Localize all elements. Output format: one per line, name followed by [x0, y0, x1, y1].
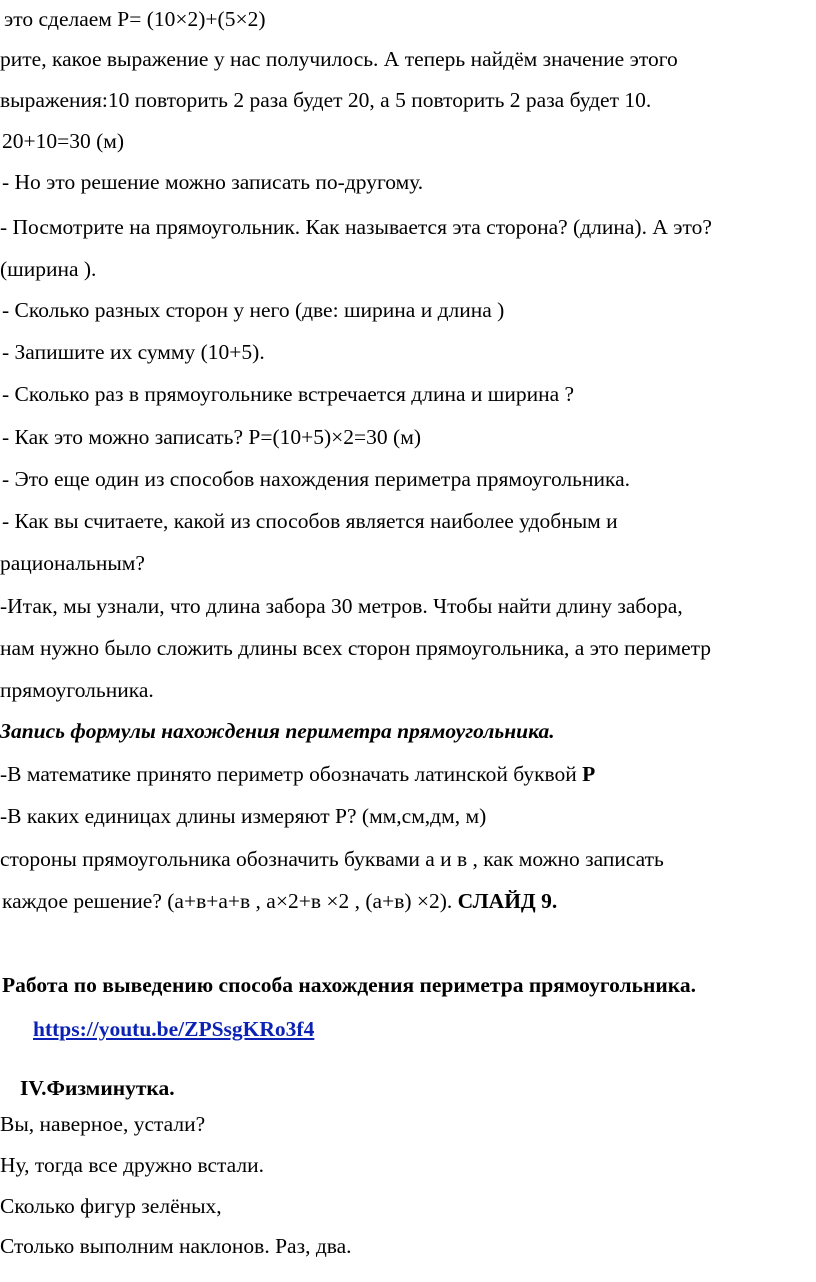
poem-line: Столько выполним наклонов. Раз, два.: [0, 1234, 352, 1258]
text-line: - Сколько разных сторон у него (две: ширина и длина ): [2, 298, 505, 322]
video-link[interactable]: https://youtu.be/ZPSsgKRo3f4: [33, 1017, 315, 1041]
slide-label: СЛАЙД 9.: [457, 889, 558, 913]
text-line: - Запишите их сумму (10+5).: [2, 340, 265, 364]
text-line: рациональным?: [0, 551, 145, 575]
sides-line: стороны прямоугольника обозначить буквами а и в , как можно записать: [0, 847, 664, 871]
poem-line: Ну, тогда все дружно встали.: [0, 1153, 265, 1177]
text-line: - Это еще один из способов нахождения периметра прямоугольника.: [2, 467, 631, 491]
poem-line: Сколько фигур зелёных,: [0, 1194, 222, 1218]
text-line: нам нужно было сложить длины всех сторон прямоугольника, а это периметр: [0, 636, 712, 660]
section-heading: IV.Физминутка.: [20, 1076, 175, 1100]
text-line: прямоугольника.: [0, 678, 154, 702]
work-heading: Работа по выведению способа нахождения периметра прямоугольника.: [2, 973, 696, 997]
units-line: -В каких единицах длины измеряют Р? (мм,см,дм, м): [0, 804, 487, 828]
text-line: (ширина ).: [0, 257, 97, 281]
text-line: - Сколько раз в прямоугольнике встречается длина и ширина ?: [2, 382, 575, 406]
text-line: - Как вы считаете, какой из способов является наиболее удобным и: [2, 509, 618, 533]
formula-heading: Запись формулы нахождения периметра прямоугольника.: [0, 719, 555, 743]
text-line: рите, какое выражение у нас получилось. А теперь найдём значение этого: [0, 47, 678, 71]
poem-line: Вы, наверное, устали?: [0, 1112, 206, 1136]
latin-letter-line: [0, 761, 595, 787]
latin-line-text: -В математике принято периметр обозначать латинской буквой: [0, 762, 583, 786]
solution-line: [2, 888, 557, 914]
text-line: - Но это решение можно записать по-другому.: [2, 170, 424, 194]
text-line: - Как это можно записать? Р=(10+5)×2=30 (м): [2, 425, 421, 449]
text-line: 20+10=30 (м): [2, 129, 125, 153]
perimeter-letter: Р: [582, 762, 596, 786]
solution-line-text: каждое решение? (а+в+а+в , а×2+в ×2 , (а+в) ×2).: [2, 889, 458, 913]
text-line: это сделаем Р= (10×2)+(5×2): [4, 7, 266, 31]
text-line: -Итак, мы узнали, что длина забора 30 метров. Чтобы найти длину забора,: [0, 594, 683, 618]
text-line: выражения:10 повторить 2 раза будет 20, а 5 повторить 2 раза будет 10.: [0, 88, 652, 112]
text-line: - Посмотрите на прямоугольник. Как называется эта сторона? (длина). А это?: [0, 215, 712, 239]
